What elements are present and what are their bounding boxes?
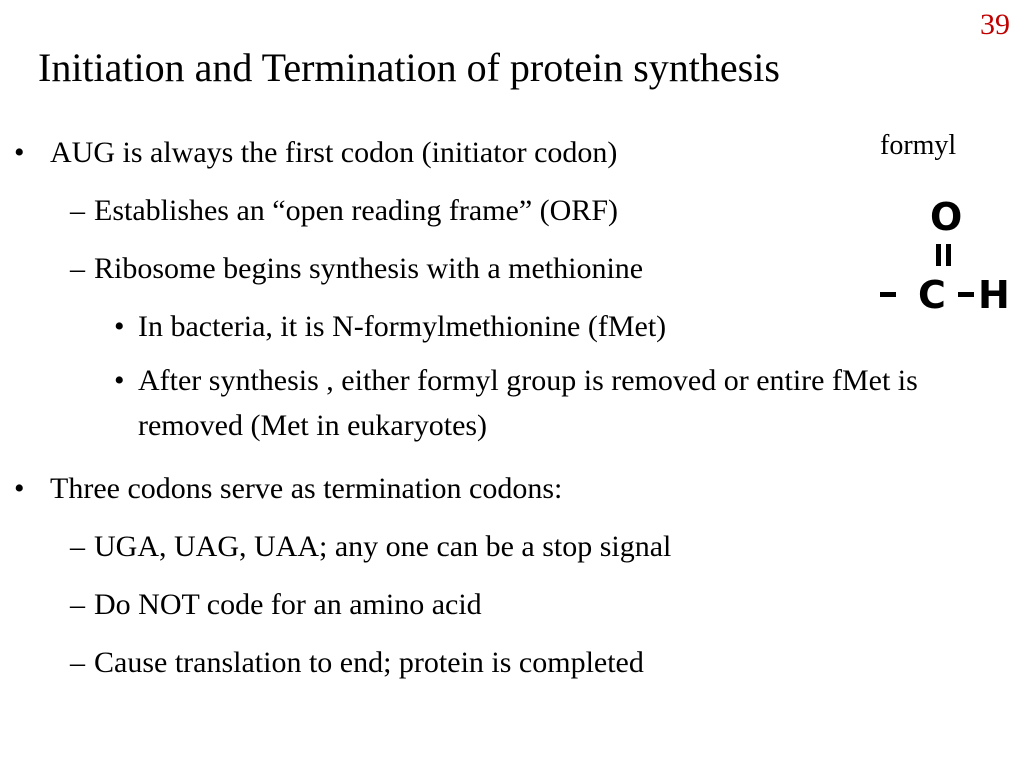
bullet-item [0,364,1000,448]
bullet-item [0,136,1000,170]
carbon-atom: C [918,273,946,317]
bullet-item [0,252,1000,286]
bullet-item [0,646,1000,680]
oxygen-atom: O [930,196,963,239]
bullet-text: After synthesis , either formyl group is removed or entire fMet is removed (Met in eukaryotes) [138,364,918,442]
bullet-text: In bacteria, it is N-formylmethionine (fMet) [138,310,667,343]
bullet-item [0,530,1000,564]
hydrogen-atom: H [978,273,1010,317]
bullet-marker: • [14,472,25,505]
bullet-text: Establishes an “open reading frame” (ORF) [94,194,618,227]
bullet-marker: – [70,530,85,563]
bullet-item [0,194,1000,228]
bullet-text: UGA, UAG, UAA; any one can be a stop signal [94,530,672,563]
bullet-text: Ribosome begins synthesis with a methionine [94,252,644,285]
bullet-item [0,472,1000,506]
bullet-text: AUG is always the first codon (initiator codon) [50,136,618,169]
slide-title: Initiation and Termination of protein synthesis [38,45,780,90]
right-bond [958,292,974,297]
bullet-text: Three codons serve as termination codons: [50,472,563,505]
bullet-marker: – [70,646,85,679]
double-bond-left [936,244,941,266]
bullet-marker: – [70,194,85,227]
bullet-item [0,588,1000,622]
formyl-label: formyl [880,130,957,161]
bullet-marker: • [14,136,25,169]
formyl-group-structure-icon [874,196,1018,320]
bullet-text: Do NOT code for an amino acid [94,588,482,621]
bullet-text: Cause translation to end; protein is completed [94,646,644,679]
bullet-marker: – [70,588,85,621]
bullet-marker: • [114,364,125,397]
bullet-marker: – [70,252,85,285]
double-bond-right [946,244,951,266]
slide-number: 39 [980,8,1010,41]
bullet-marker: • [114,310,125,343]
bullet-list [0,136,1000,704]
left-bond [880,292,896,297]
bullet-item [0,310,1000,344]
